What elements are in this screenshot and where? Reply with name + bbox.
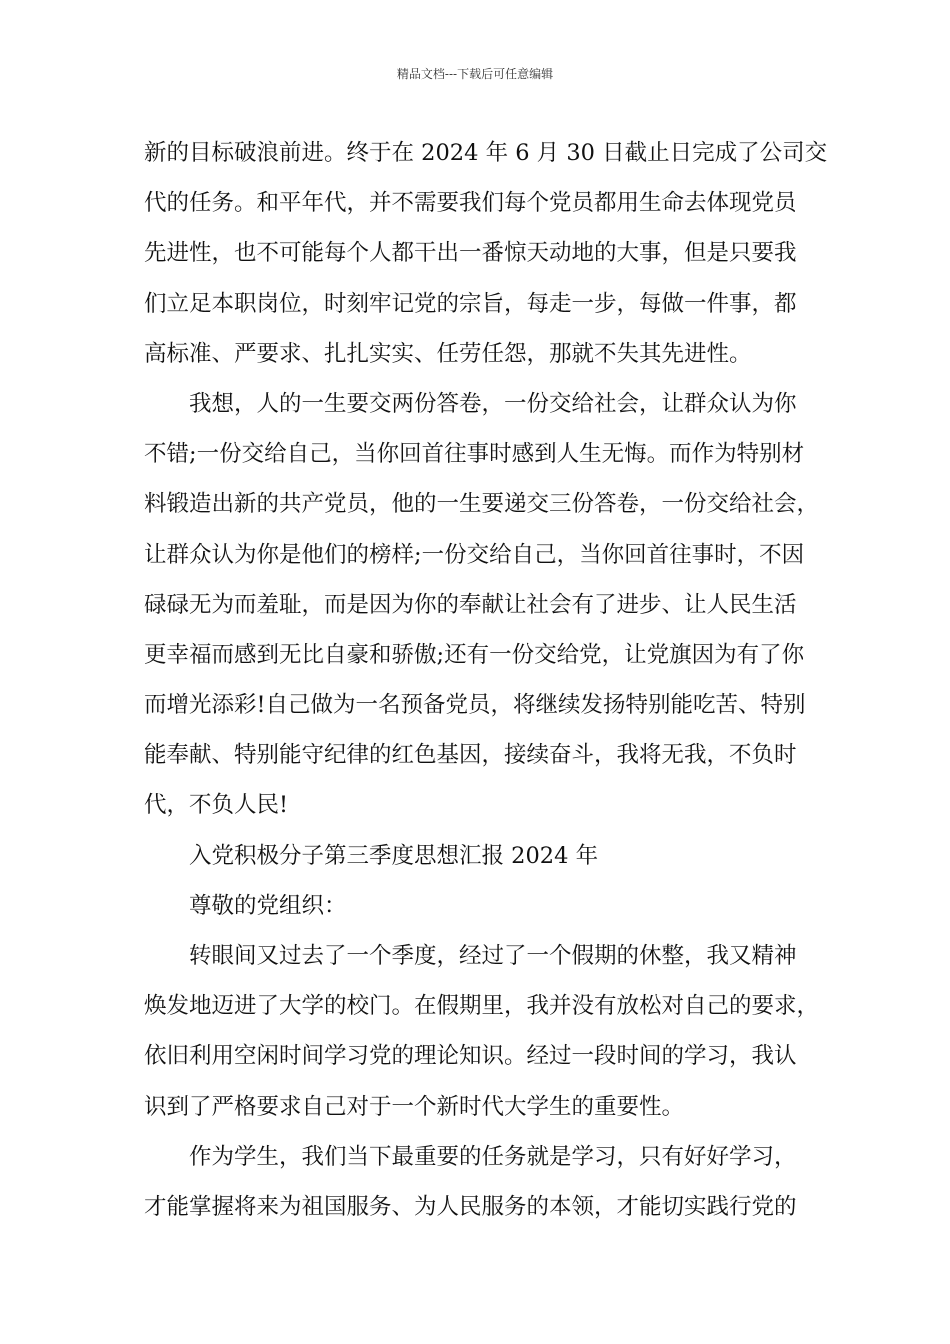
text-line: 才能掌握将来为祖国服务、为人民服务的本领，才能切实践行党的 [144,1193,797,1220]
text-line: 焕发地迈进了大学的校门。在假期里，我并没有放松对自己的要求， [144,993,820,1020]
text-line: 让群众认为你是他们的榜样;一份交给自己，当你回首往事时，不因 [144,541,805,568]
paragraph-start-line: 作为学生，我们当下最重要的任务就是学习，只有好好学习， [189,1143,797,1170]
paragraph-start-line: 我想，人的一生要交两份答卷，一份交给社会，让群众认为你 [189,390,797,417]
text-line: 代的任务。和平年代，并不需要我们每个党员都用生命去体现党员 [144,190,797,217]
text-line: 们立足本职岗位，时刻牢记党的宗旨，每走一步，每做一件事，都 [144,290,797,317]
paragraph-start-line: 转眼间又过去了一个季度，经过了一个假期的休整，我又精神 [189,943,797,969]
text-line: 碌碌无为而羞耻，而是因为你的奉献让社会有了进步、让人民生活 [144,591,797,618]
text-line: 料锻造出新的共产党员，他的一生要递交三份答卷，一份交给社会， [144,491,820,518]
salutation: 尊敬的党组织： [189,892,347,919]
document-body [144,128,828,1232]
section-title: 入党积极分子第三季度思想汇报 2024 年 [189,842,599,869]
text-line: 依旧利用空闲时间学习党的理论知识。经过一段时间的学习，我认 [144,1043,797,1070]
text-line: 不错;一份交给自己，当你回首往事时感到人生无悔。而作为特别材 [144,441,805,468]
text-line: 能奉献、特别能守纪律的红色基因，接续奋斗，我将无我，不负时 [144,742,797,769]
text-line: 代，不负人民! [144,792,289,819]
text-line: 而增光添彩!自己做为一名预备党员，将继续发扬特别能吃苦、特别 [144,692,806,719]
text-line: 识到了严格要求自己对于一个新时代大学生的重要性。 [144,1093,685,1120]
page-header: 精品文档---下载后可任意编辑 [396,67,554,81]
text-line: 先进性，也不可能每个人都干出一番惊天动地的大事，但是只要我 [144,240,797,267]
text-line: 新的目标破浪前进。终于在 2024 年 6 月 30 日截止日完成了公司交 [144,140,828,166]
text-line: 更幸福而感到无比自豪和骄傲;还有一份交给党，让党旗因为有了你 [144,641,805,668]
text-line: 高标准、严要求、扎扎实实、任劳任怨，那就不失其先进性。 [144,340,752,367]
